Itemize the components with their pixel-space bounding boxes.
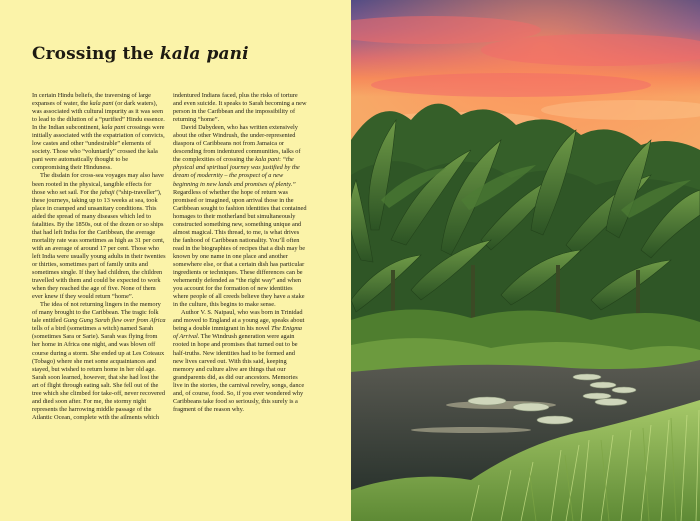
text-run: In certain Hindu beliefs, the traversing of large expanses of water, the (32, 92, 151, 108)
article-title (32, 44, 249, 64)
right-page (351, 0, 700, 521)
text-run: (“ship-traveller”), these journeys, taking up to 13 weeks at sea, took place in cramped and unsanitary conditions. This aided the spread of many diseases which led to fatalities. By the 1850s, out of the dozen or so ships that had left India for the Caribbean, the average mortality rate was sometimes as high as 31 per cent, with an average of around 17 per cent. Those who left India were usually young adults in their twenties or thirties, sometimes part of family units and sometimes single. If they had children, the children travelled with them and could be expected to work when they reached the age of five. None of them ever knew if they would return “home”. (32, 188, 166, 301)
text-run: . The Windrush generation were again rooted in hope and promises that turned out to be half-truths. New identities had to be formed and new lives carved out. With this said, keeping memory and culture alive are things that our grandparents did, as did our ancestors. Memories live in the stories, the carnival revelry, songs, dance and, of course, food. So, if you ever wondered why Caribbeans take food so seriously, this surely is a fragment of the reason why. (173, 333, 305, 413)
title-italic-text: kala pani (159, 44, 249, 64)
text-run: crossings were initially associated with the expatriation of convicts, low castes and other “undesirable” elements of society. Those who “voluntarily” crossed the kala pani were automatically thought to be compromising their Hinduness. (32, 124, 165, 172)
paragraph (32, 301, 166, 422)
text-run: (or dark waters), was associated with cultural impurity as it was seen to lead to the dilution of a “purified” Hindu essence. In the Indian subcontinent, (32, 100, 165, 132)
text-run: indentured Indians faced, plus the risks of torture and even suicide. It speaks to Sarah becoming a new person in the Caribbean and the impossibility of returning “home”. (173, 92, 307, 124)
italic-text-run: The Enigma of Arrival (173, 325, 302, 341)
italic-text-run: Gung Gung Sarah flew over from Africa (63, 317, 166, 325)
text-column-2 (173, 92, 307, 414)
paragraph (32, 172, 166, 301)
title-text: Crossing the (32, 44, 160, 64)
text-run: : (279, 156, 283, 164)
text-run: The disdain for cross-sea voyages may also have been rooted in the physical, tangible effects for those who set sail. For the (32, 172, 164, 196)
text-run: Regardless of whether the hope of return was promised or imagined, upon arrival those in the Caribbean sought to fashion identities that contained homages to their motherland but simultaneously constructed something new, something unique and almost magical. This thread, to me, is what drives the fanhood of Caribbean nationality. You’ll often read in the biographies of recipes that a dish may be known by one name in one place and another somewhere else, or that a certain dish has particular ingredients or techniques. These differences can be vehemently defended as “the right way” and when you account for the formation of new identities where people of all creeds believe they have a stake in the culture, this begins to make sense. (173, 188, 307, 309)
text-run: David Dabydeen, who has written extensively about the other Windrush, the under-represented diaspora of Caribbeans not from Jamaica or descending from indentured communities, talks of the complexities of crossing the (173, 124, 301, 164)
text-column-1 (32, 92, 166, 422)
paragraph (173, 124, 307, 309)
italic-text-run: kala pani (89, 100, 114, 108)
text-run: tells of a bird (sometimes a witch) named Sarah (sometimes Sara or Sarie). Sarah was flying from her home in Africa one night, and was blown off course during a storm. She ended up at Les Coteaux (Tobago) where she met some acquaintances and stayed, but wished to return home in her old age. Sarah soon learned, however, that she had lost the art of flight through eating salt. She fell out of the tree which she climbed for take-off, never recovered and died soon after. For me, the stormy night represents the harrowing middle passage of the Atlantic Ocean, complete with the ailments which (32, 325, 166, 421)
italic-text-run: “the physical and spiritual journey was justified by the dream of modernity – the prospect of a new beginning in new lands and promises of plenty.” (173, 156, 300, 188)
paragraph (173, 92, 307, 124)
banana-plantation-photo (351, 0, 700, 521)
italic-text-run: jahaji (99, 188, 115, 196)
italic-text-run: kala pani (101, 124, 126, 132)
italic-text-run: kala pani (255, 156, 280, 164)
paragraph (32, 92, 166, 172)
text-run: The idea of not returning lingers in the memory of many brought to the Caribbean. The tragic folk tale entitled (32, 301, 161, 325)
text-run: Author V. S. Naipaul, who was born in Trinidad and moved to England at a young age, speaks about being a double immigrant in his novel (173, 309, 305, 333)
paragraph (173, 309, 307, 414)
